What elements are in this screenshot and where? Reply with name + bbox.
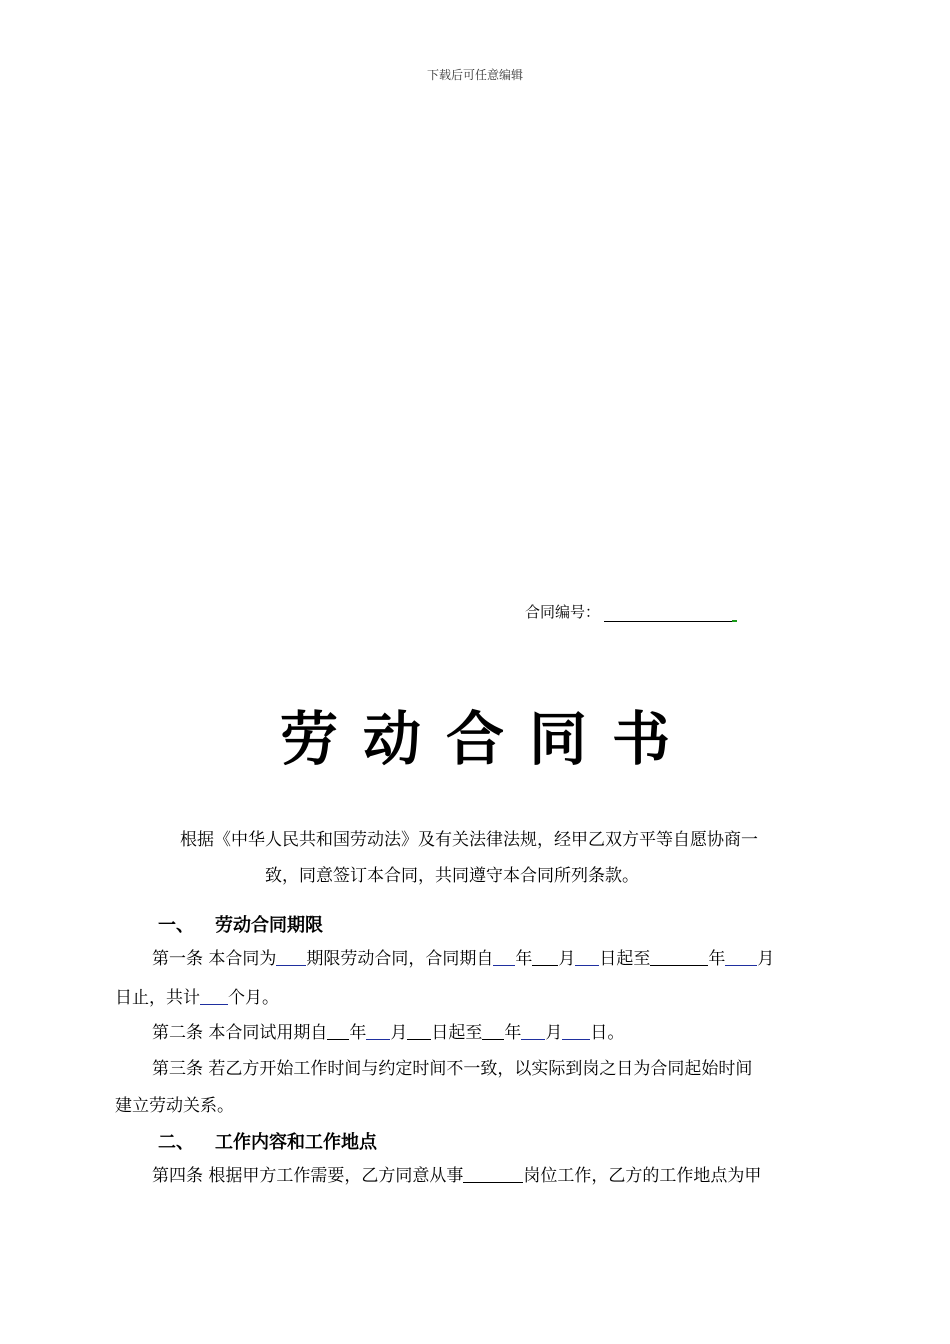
section-number: 二、 [158, 1132, 194, 1153]
section-heading-1 [158, 911, 323, 937]
underline-end-mark [732, 620, 737, 622]
article-1-line-1 [152, 948, 774, 970]
probation-start-year-blank[interactable] [327, 1023, 349, 1040]
section-title: 工作内容和工作地点 [215, 1132, 377, 1153]
article-text: 第一条 本合同为 [152, 949, 277, 969]
article-text: 日起至 [431, 1023, 483, 1043]
article-4-line-1 [152, 1165, 761, 1187]
header-note: 下载后可任意编辑 [426, 68, 523, 82]
article-text: 年 [349, 1023, 367, 1043]
article-text: 日止，共计 [115, 988, 200, 1008]
article-text: 年 [708, 949, 726, 969]
article-1-line-2 [115, 987, 279, 1009]
article-text: 月 [558, 949, 576, 969]
probation-end-year-blank[interactable] [482, 1023, 504, 1040]
article-3-line-1: 第三条 若乙方开始工作时间与约定时间不一致，以实际到岗之日为合同起始时间 [152, 1059, 753, 1079]
probation-end-month-blank[interactable] [521, 1023, 545, 1040]
section-heading-2 [158, 1128, 377, 1154]
article-text: 个月。 [228, 988, 279, 1008]
article-2 [152, 1022, 624, 1044]
months-total-blank[interactable] [200, 988, 228, 1005]
article-text: 日。 [590, 1023, 625, 1043]
article-3-line-2: 建立劳动关系。 [115, 1096, 234, 1116]
article-text: 日起至 [599, 949, 651, 969]
section-number: 一、 [158, 915, 194, 936]
article-text: 月 [757, 949, 775, 969]
contract-number-field [525, 601, 737, 622]
contract-number-label: 合同编号： [525, 603, 601, 621]
document-title: 劳动合同书 [279, 705, 695, 773]
intro-line-2: 致，同意签订本合同，共同遵守本合同所列条款。 [265, 866, 639, 886]
article-text: 月 [390, 1023, 408, 1043]
article-text: 年 [515, 949, 533, 969]
probation-end-day-blank[interactable] [562, 1023, 590, 1040]
contract-number-blank[interactable] [604, 607, 732, 622]
probation-start-day-blank[interactable] [407, 1023, 431, 1040]
article-text: 第二条 本合同试用期自 [152, 1023, 328, 1043]
article-text: 月 [545, 1023, 563, 1043]
article-text: 第四条 根据甲方工作需要，乙方同意从事 [152, 1166, 464, 1186]
section-title: 劳动合同期限 [215, 915, 323, 936]
start-year-blank[interactable] [493, 949, 515, 966]
probation-start-month-blank[interactable] [366, 1023, 390, 1040]
term-type-blank[interactable] [276, 949, 306, 966]
article-text: 岗位工作，乙方的工作地点为甲 [523, 1166, 762, 1186]
start-day-blank[interactable] [575, 949, 599, 966]
intro-line-1: 根据《中华人民共和国劳动法》及有关法律法规，经甲乙双方平等自愿协商一 [180, 830, 758, 850]
article-text: 期限劳动合同，合同期自 [306, 949, 494, 969]
article-text: 年 [504, 1023, 522, 1043]
position-blank[interactable] [463, 1166, 523, 1183]
end-year-blank[interactable] [650, 949, 708, 966]
end-month-blank[interactable] [725, 949, 757, 966]
start-month-blank[interactable] [532, 949, 558, 966]
